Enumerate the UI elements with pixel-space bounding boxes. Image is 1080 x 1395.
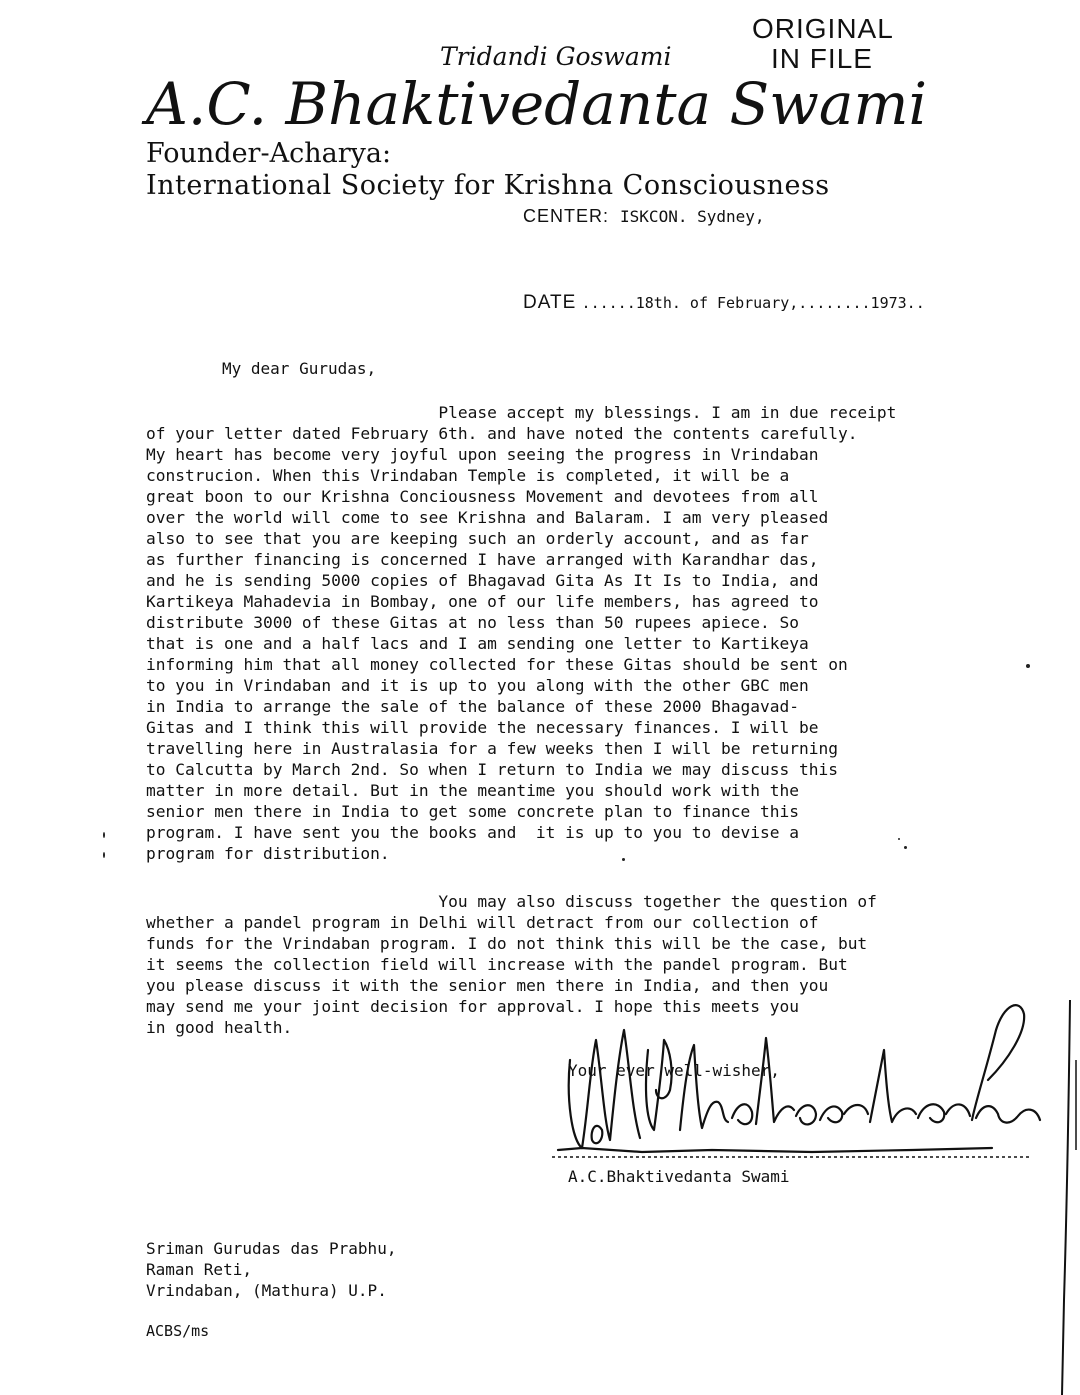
scan-speck xyxy=(622,858,625,861)
scan-speck xyxy=(1026,664,1030,668)
typist-initials: ACBS/ms xyxy=(146,1322,210,1340)
stamp-line-2: IN FILE xyxy=(771,43,873,74)
paragraph-line: in India to arrange the sale of the balance of these 2000 Bhagavad- xyxy=(146,697,799,716)
date-label: DATE xyxy=(523,292,577,313)
paragraph-line: program for distribution. xyxy=(146,844,390,863)
address-line: Vrindaban, (Mathura) U.P. xyxy=(146,1281,387,1300)
date-leader-dots: .. xyxy=(906,294,925,312)
date-year: 1973 xyxy=(870,294,907,312)
paragraph-line: over the world will come to see Krishna and Balaram. I am very pleased xyxy=(146,508,829,527)
stamp-line-1: ORIGINAL xyxy=(752,13,894,44)
paragraph-line: Please accept my blessings. I am in due receipt xyxy=(146,403,897,422)
paragraph-line: it seems the collection field will increase with the pandel program. But xyxy=(146,955,848,974)
date-row xyxy=(523,292,925,314)
paragraph-line: construcion. When this Vrindaban Temple is completed, it will be a xyxy=(146,466,790,485)
paragraph-line: funds for the Vrindaban program. I do not think this will be the case, but xyxy=(146,934,868,953)
date-leader-dots: ...... xyxy=(581,294,636,312)
center-value: ISKCON. Sydney, xyxy=(620,207,765,226)
founder-label: Founder-Acharya: xyxy=(146,138,392,169)
paragraph-line: to you in Vrindaban and it is up to you along with the other GBC men xyxy=(146,676,809,695)
scan-speck xyxy=(904,846,907,849)
paragraph-line: travelling here in Australasia for a few weeks then I will be returning xyxy=(146,739,838,758)
paragraph-line: and he is sending 5000 copies of Bhagavad Gita As It Is to India, and xyxy=(146,571,819,590)
paragraph-line: Gitas and I think this will provide the necessary finances. I will be xyxy=(146,718,819,737)
letter-paragraph-1 xyxy=(146,402,896,864)
paragraph-line: as further financing is concerned I have arranged with Karandhar das, xyxy=(146,550,819,569)
address-line: Raman Reti, xyxy=(146,1260,252,1279)
paragraph-line: to Calcutta by March 2nd. So when I return to India we may discuss this xyxy=(146,760,838,779)
paragraph-line: of your letter dated February 6th. and have noted the contents carefully. xyxy=(146,424,858,443)
date-value: 18th. of February, xyxy=(635,294,799,312)
paragraph-line: may send me your joint decision for approval. I hope this meets you xyxy=(146,997,799,1016)
paragraph-line: senior men there in India to get some concrete plan to finance this xyxy=(146,802,799,821)
scan-speck xyxy=(103,832,105,838)
address-line: Sriman Gurudas das Prabhu, xyxy=(146,1239,397,1258)
center-row xyxy=(523,206,765,227)
scan-speck xyxy=(898,838,900,840)
paragraph-line: My heart has become very joyful upon seeing the progress in Vrindaban xyxy=(146,445,819,464)
center-label: CENTER: xyxy=(523,206,610,226)
recipient-address xyxy=(146,1238,396,1301)
scan-margin-line xyxy=(1052,1000,1078,1395)
paragraph-line: Kartikeya Mahadevia in Bombay, one of our life members, has agreed to xyxy=(146,592,819,611)
paragraph-line: program. I have sent you the books and it is up to you to devise a xyxy=(146,823,799,842)
letterhead-name: A.C. Bhaktivedanta Swami xyxy=(146,70,928,138)
paragraph-line: in good health. xyxy=(146,1018,293,1037)
paragraph-line: also to see that you are keeping such an orderly account, and as far xyxy=(146,529,809,548)
date-leader-dots: ........ xyxy=(798,294,871,312)
paragraph-line: distribute 3000 of these Gitas at no less than 50 rupees apiece. So xyxy=(146,613,799,632)
handwritten-signature xyxy=(552,990,1052,1160)
paragraph-line: you please discuss it with the senior men there in India, and then you xyxy=(146,976,829,995)
paragraph-line: whether a pandel program in Delhi will detract from our collection of xyxy=(146,913,819,932)
paragraph-line: great boon to our Krishna Conciousness Movement and devotees from all xyxy=(146,487,819,506)
society-name: International Society for Krishna Consciousness xyxy=(146,170,830,201)
signature-dotted-line xyxy=(552,1153,1032,1161)
signer-name: A.C.Bhaktivedanta Swami xyxy=(568,1167,790,1186)
paragraph-line: that is one and a half lacs and I am sending one letter to Kartikeya xyxy=(146,634,809,653)
paragraph-line: informing him that all money collected for these Gitas should be sent on xyxy=(146,655,848,674)
paragraph-line: You may also discuss together the question of xyxy=(146,892,877,911)
salutation: My dear Gurudas, xyxy=(222,359,377,378)
letterhead-title-line: Tridandi Goswami xyxy=(440,42,672,71)
paragraph-line: matter in more detail. But in the meantime you should work with the xyxy=(146,781,799,800)
scan-speck xyxy=(103,852,105,858)
original-in-file-stamp xyxy=(752,14,892,74)
closing: Your ever well-wisher, xyxy=(568,1061,780,1080)
